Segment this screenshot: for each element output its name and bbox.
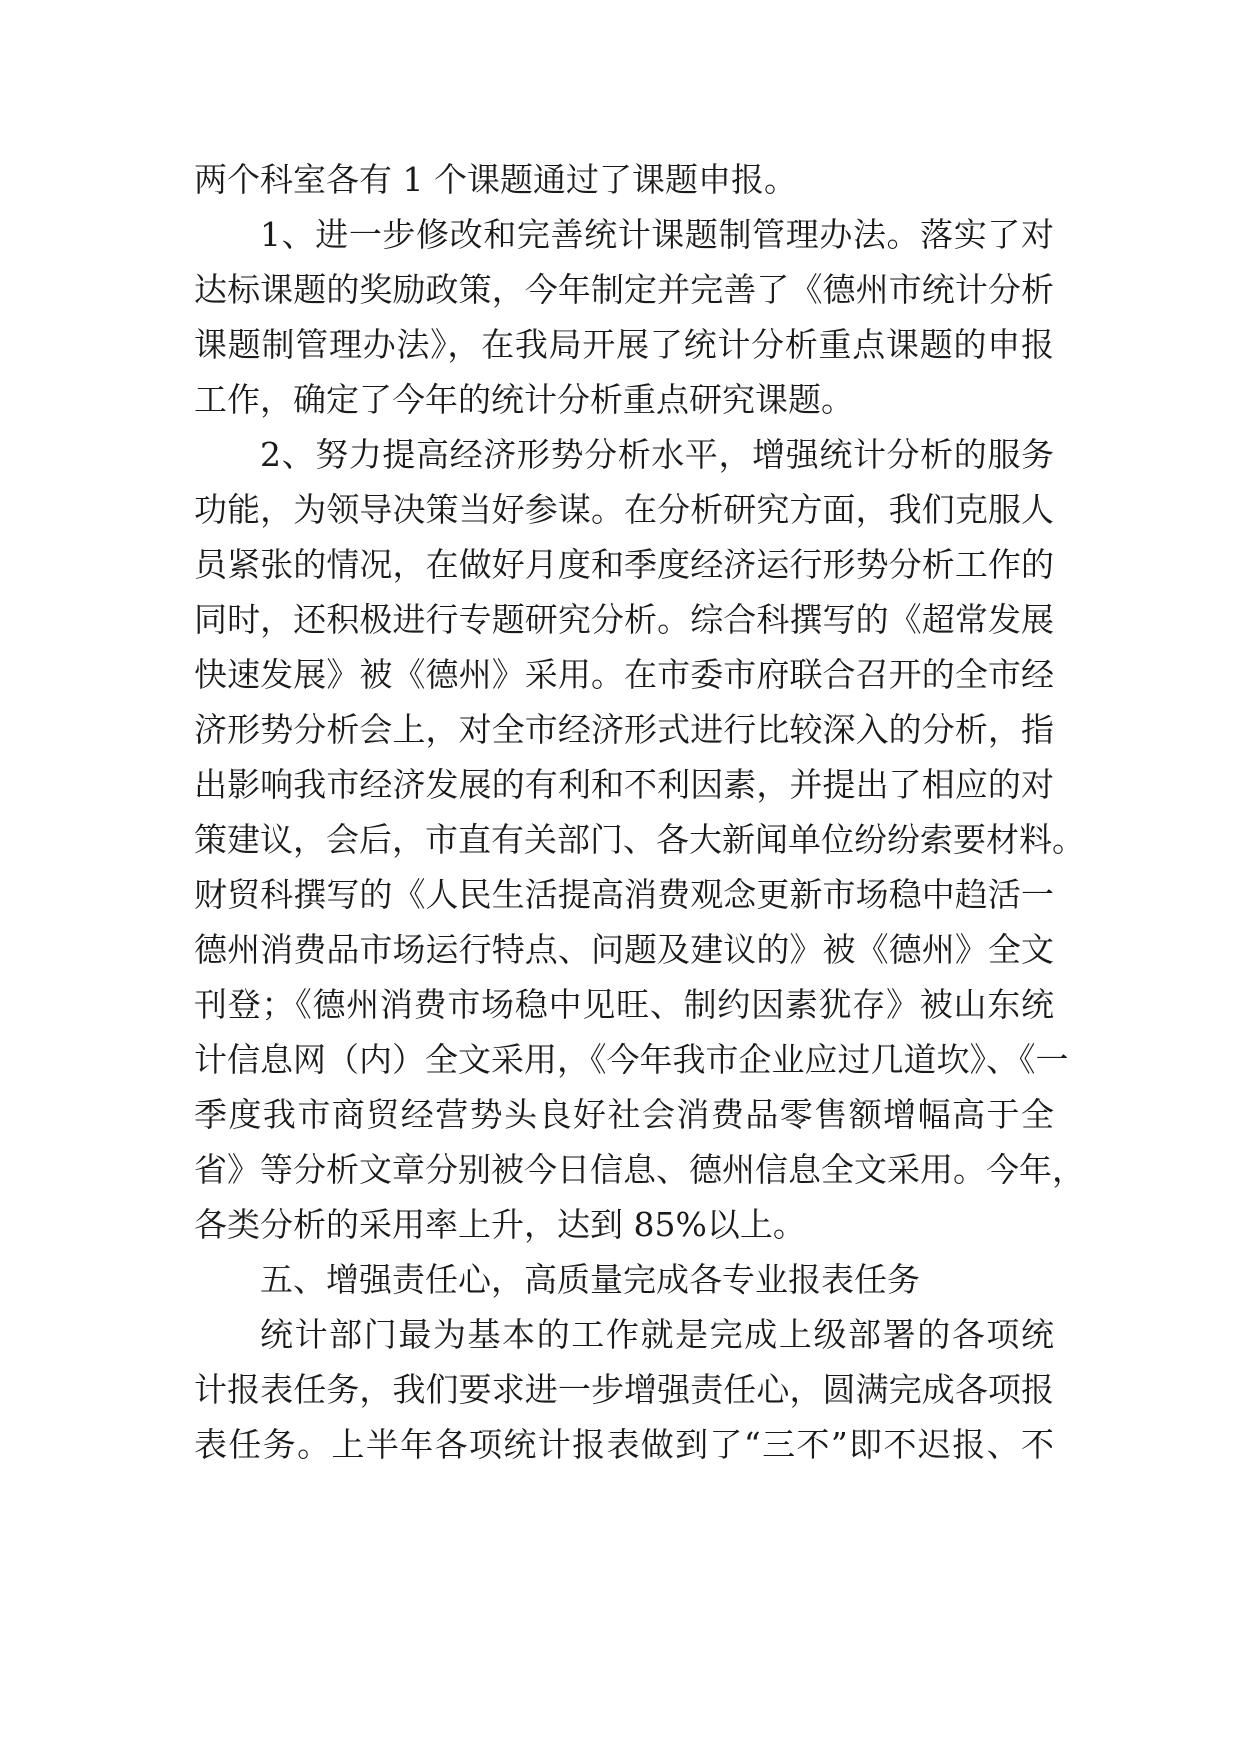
- text-line: 达标课题的奖励政策，今年制定并完善了《德州市统计分析: [194, 270, 1054, 309]
- text-line: 五、增强责任心，高质量完成各专业报表任务: [260, 1260, 920, 1299]
- text-line: 省》等分析文章分别被今日信息、德州信息全文采用。今年，: [194, 1150, 1085, 1189]
- text-line: 刊登；《德州消费市场稳中见旺、制约因素犹存》被山东统: [194, 985, 1054, 1024]
- text-line: 工作，确定了今年的统计分析重点研究课题。: [194, 380, 854, 419]
- text-line: 员紧张的情况，在做好月度和季度经济运行形势分析工作的: [194, 545, 1054, 584]
- text-line: 同时，还积极进行专题研究分析。综合科撰写的《超常发展: [194, 600, 1054, 639]
- text-line: 济形势分析会上，对全市经济形式进行比较深入的分析，指: [194, 710, 1054, 749]
- text-line: 统计部门最为基本的工作就是完成上级部署的各项统: [260, 1315, 1054, 1354]
- text-line: 策建议，会后，市直有关部门、各大新闻单位纷纷索要材料。: [194, 820, 1085, 859]
- text-line: 功能，为领导决策当好参谋。在分析研究方面，我们克服人: [194, 490, 1054, 529]
- text-line: 快速发展》被《德州》采用。在市委市府联合召开的全市经: [194, 655, 1054, 694]
- text-line: 计报表任务，我们要求进一步增强责任心，圆满完成各项报: [194, 1370, 1054, 1409]
- text-line: 财贸科撰写的《人民生活提高消费观念更新市场稳中趋活一: [194, 875, 1054, 914]
- text-line: 表任务。上半年各项统计报表做到了“三不”即不迟报、不: [194, 1425, 1054, 1464]
- text-line: 各类分析的采用率上升，达到 85%以上。: [194, 1205, 806, 1244]
- text-line: 课题制管理办法》，在我局开展了统计分析重点课题的申报: [194, 325, 1054, 364]
- text-line: 计信息网（内）全文采用，《今年我市企业应过几道坎》、《一: [194, 1040, 1069, 1079]
- text-line: 出影响我市经济发展的有利和不利因素，并提出了相应的对: [194, 765, 1054, 804]
- text-line: 2、努力提高经济形势分析水平，增强统计分析的服务: [260, 435, 1054, 474]
- text-line: 季度我市商贸经营势头良好社会消费品零售额增幅高于全: [194, 1095, 1054, 1134]
- text-line: 德州消费品市场运行特点、问题及建议的》被《德州》全文: [194, 930, 1054, 969]
- text-line: 1、进一步修改和完善统计课题制管理办法。落实了对: [260, 215, 1054, 254]
- document-body: [194, 152, 1085, 1472]
- text-line: 两个科室各有 1 个课题通过了课题申报。: [194, 160, 797, 199]
